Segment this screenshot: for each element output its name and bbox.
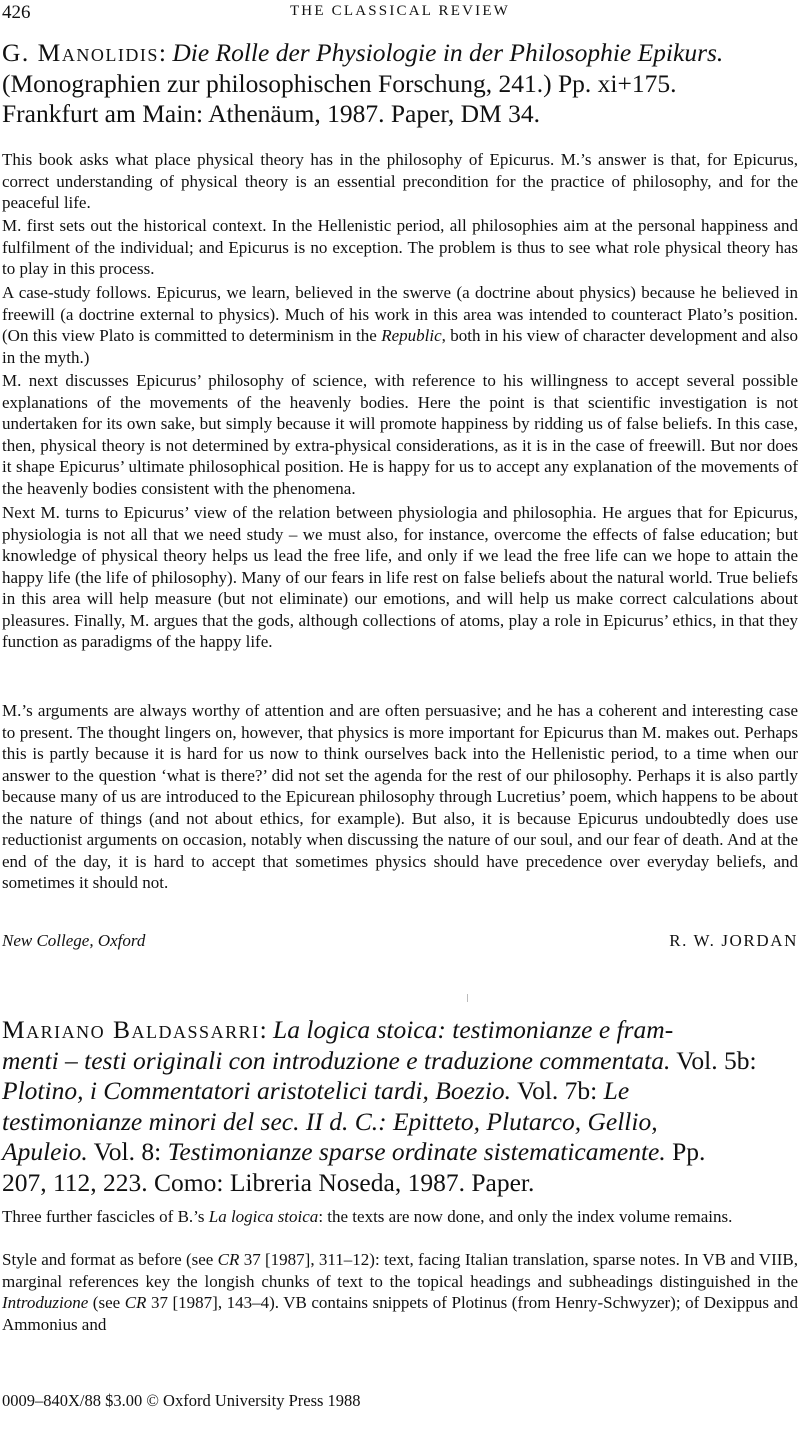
review2-p2-text-d: 37 [1987], 143–4). VB contains snippets of Plotinus (from Henry-Schwyzer); of Dexippus and Ammonius and bbox=[2, 1293, 799, 1334]
review2-p1-tail: : the texts are now done, and only the index volume remains. bbox=[318, 1207, 733, 1226]
review1-paragraph-3-tail: , both in his view of character development and also in the myth.) bbox=[2, 326, 798, 367]
review2-author: Mariano Baldassarri bbox=[2, 1015, 260, 1044]
review2-heading-line5 bbox=[2, 1137, 798, 1168]
review2-p1-italic: La logica stoica bbox=[208, 1207, 319, 1226]
review1-author: G. Manolidis bbox=[2, 38, 159, 67]
review2-p2-text-a: Style and format as before (see bbox=[2, 1250, 218, 1269]
cr-italic-2: CR bbox=[124, 1293, 147, 1312]
review2-paragraph-1 bbox=[2, 1206, 798, 1228]
journal-title: THE CLASSICAL REVIEW bbox=[289, 3, 511, 19]
review1-paragraph-1: This book asks what place physical theory has in the philosophy of Epicurus. M.’s answer is that, for Epicurus, correct understanding of physical theory is an essential precondition for the practice of philosophy, and for the peaceful life. bbox=[2, 150, 798, 212]
running-head bbox=[0, 2, 800, 28]
review2-heading bbox=[2, 1015, 798, 1198]
review2-p2-text-b: 37 [1987], 311–12): text, facing Italian translation, sparse notes. In VB and VIIB, marginal references key the longish chunks of text to the topical headings and subheadings distinguished in the bbox=[2, 1250, 798, 1291]
page-number: 426 bbox=[2, 2, 31, 23]
vol-7b-label: Vol. 7b: bbox=[516, 1076, 598, 1105]
review2-p1-text: Three further fascicles of B.’s bbox=[2, 1207, 209, 1226]
review1-publication: Frankfurt am Main: Athenäum, 1987. Paper, DM 34. bbox=[2, 99, 540, 128]
republic-italic: Republic bbox=[381, 326, 442, 345]
vol-7b-title-part3: Apuleio. bbox=[2, 1137, 88, 1166]
review2-heading-line6: 207, 112, 223. Como: Libreria Noseda, 1987. Paper. bbox=[2, 1167, 535, 1197]
print-speck bbox=[467, 994, 468, 1002]
review1-title: Die Rolle der Physiologie in der Philosophie Epikurs. bbox=[172, 38, 724, 67]
review2-title-part1: La logica stoica: testimonianze e fram- bbox=[273, 1015, 674, 1044]
review2-heading-line4 bbox=[2, 1107, 798, 1138]
review1-paragraph-4: M. next discusses Epicurus’ philosophy of science, with reference to his willingness to accept several possible explanations of the movements of the heavenly bodies. Here the point is that scientific investigation is not undertaken for its own sake, but simply because it will promote happiness by ridding us of false beliefs. In this case, then, physical theory is not determined by extra-physical considerations, as it is in the case of freewill. But nor does it shape Epicurus’ ultimate philosophical position. He is happy for us to accept any explanation of the movements of the heavenly bodies consistent with the phenomena. bbox=[2, 371, 798, 498]
review1-paragraph-3-text: A case-study follows. Epicurus, we learn, believed in the swerve (a doctrine about physics) because he believed in freewill (a doctrine external to physics). Much of his work in this area was intended to counteract Plato’s position. (On this view Plato is committed to determinism in the bbox=[2, 283, 798, 345]
reviewer-institution: New College, Oxford bbox=[2, 931, 146, 950]
vol-5b-title: Plotino, i Commentatori aristotelici tardi, Boezio. bbox=[2, 1076, 512, 1105]
review2-p2-text-c: (see bbox=[88, 1293, 125, 1312]
review1-heading bbox=[2, 38, 798, 130]
review2-heading-line3 bbox=[2, 1076, 798, 1107]
review2-title-part2: menti – testi originali con introduzione e traduzione commentata. bbox=[2, 1045, 671, 1075]
review1-paragraph-6: M.’s arguments are always worthy of attention and are often persuasive; and he has a coherent and interesting case to present. The thought lingers on, however, that physics is more important for Epicurus than M. makes out. Perhaps this is partly because it is hard for us now to think ourselves back into the Hellenistic period, to a time when our answer to the question ‘what is there?’ did not set the agenda for the rest of our philosophy. Perhaps it is also partly because many of us are introduced to the Epicurean philosophy through Lucretius’ poem, which happens to be about the nature of things (and not about ethics, for example). But also, it is because Epicurus undoubtedly does use reductionist arguments on occasion, notably when discussing the nature of our soul, and our fear of death. And at the end of the day, it is hard to accept that sometimes physics should have precedence over everyday beliefs, and sometimes it should not. bbox=[2, 701, 798, 892]
review2-heading-line2 bbox=[2, 1046, 798, 1077]
cr-italic-1: CR bbox=[217, 1250, 240, 1269]
review1-paragraph-2: M. first sets out the historical context. In the Hellenistic period, all philosophies aim at the personal happiness and fulfilment of the individual; and Epicurus is no exception. The problem is thus to see what role physical theory has to play in this process. bbox=[2, 216, 798, 278]
vol-8-label: Vol. 8: bbox=[93, 1137, 162, 1166]
reviewer-name: R. W. JORDAN bbox=[669, 931, 798, 950]
review1-signature bbox=[2, 931, 798, 957]
vol-7b-title-part2: testimonianze minori del sec. II d. C.: Epitteto, Plutarco, Gellio, bbox=[2, 1106, 658, 1136]
vol-8-title: Testimonianze sparse ordinate sistematicamente. bbox=[167, 1137, 666, 1166]
copyright-footer: 0009–840X/88 $3.00 © Oxford University Press 1988 bbox=[2, 1391, 361, 1410]
introduzione-italic: Introduzione bbox=[2, 1293, 89, 1312]
vol-7b-title-part1: Le bbox=[603, 1076, 630, 1105]
review2-paragraph-2 bbox=[2, 1249, 798, 1335]
review2-heading-line1: Mariano Baldassarri: La logica stoica: testimonianze e fram- bbox=[2, 1015, 674, 1044]
review1-paragraph-3 bbox=[2, 282, 798, 368]
pages-label: Pp. bbox=[672, 1137, 706, 1166]
review1-heading-line1: G. Manolidis: Die Rolle der Physiologie in der Philosophie Epikurs. bbox=[2, 38, 724, 67]
review1-series: (Monographien zur philosophischen Forschung, 241.) Pp. xi+175. bbox=[2, 68, 677, 98]
vol-5b-label: Vol. 5b: bbox=[676, 1045, 757, 1075]
review1-paragraph-5: Next M. turns to Epicurus’ view of the relation between physiologia and philosophia. He argues that for Epicurus, physiologia is not all that we need study – we must also, for instance, overcome the effects of false education; but knowledge of physical theory helps us lead the free life, and only if we lead the free life can we hope to attain the happy life (the life of philosophy). Many of our fears in life rest on false beliefs about the natural world. True beliefs in this area will help measure (but not eliminate) our emotions, and will help us make correct calculations about pleasures. Finally, M. argues that the gods, although collections of atoms, play a role in Epicurus’ ethics, in that they function as paradigms of the happy life. bbox=[2, 503, 798, 651]
